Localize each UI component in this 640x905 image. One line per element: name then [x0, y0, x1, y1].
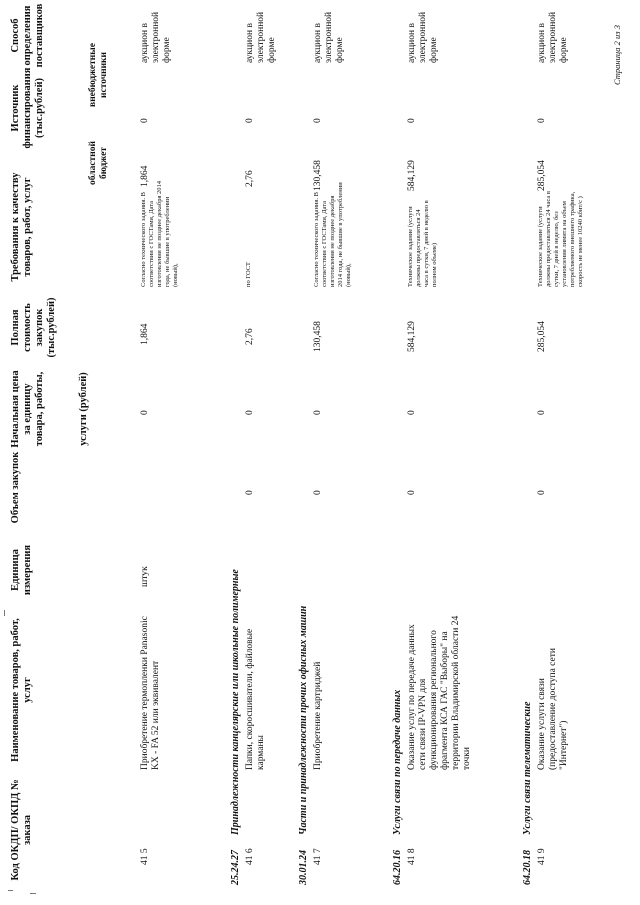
- row-total: 285,054: [537, 321, 547, 352]
- row-total: 2,76: [245, 328, 255, 345]
- section-code: 25.24.27: [230, 850, 241, 885]
- row-requirements: по ГОСТ: [245, 261, 252, 287]
- row-requirements: Согласно технического задания. В соответствии с ГОСТами, Дата изготовления не позднее декабря 2014 года, не бывшие в употреблении (новый),: [140, 180, 179, 287]
- row-price: 0: [407, 410, 417, 415]
- row-extra: 0: [407, 118, 417, 123]
- row-method: аукцион в электронной форме: [245, 11, 277, 63]
- row-total: 1,864: [140, 323, 150, 345]
- row-name: Оказание услуг по передаче данных сети связи IP-VPN для функционирования регионального фрагмента КСА ГАС "Выборы" на территории Владимирской области 24 точки: [407, 615, 472, 770]
- page-footer: Страница 2 из 3: [612, 25, 622, 85]
- row-price: 0: [537, 410, 547, 415]
- row-price: 0: [245, 410, 255, 415]
- row-volume: 0: [313, 490, 323, 495]
- row-method: аукцион в электронной форме: [407, 11, 439, 63]
- header-price-sub: услуги (рублей): [78, 372, 89, 446]
- row-extra: 0: [245, 118, 255, 123]
- row-number: 41 6: [245, 848, 255, 865]
- row-extra: 0: [140, 118, 150, 123]
- section-code: 64.20.16: [392, 850, 403, 885]
- section-code: 30.01.24: [298, 850, 309, 885]
- header-unit: Единица измерения: [10, 544, 33, 596]
- row-name: Оказание услуги связи (предоставление доступа сети "Интернет"): [537, 648, 569, 770]
- row-total: 584,129: [407, 321, 417, 352]
- scan-mark: [8, 890, 13, 891]
- row-regional: 2,76: [245, 170, 255, 187]
- header-name: Наименование товаров, работ, услуг: [10, 618, 33, 762]
- row-total: 130,458: [313, 321, 323, 352]
- row-regional: 130,458: [313, 160, 323, 191]
- header-requirements: Требования к качеству товаров, работ, услуг: [10, 172, 33, 282]
- row-regional: 1,864: [140, 165, 150, 187]
- row-price: 0: [140, 410, 150, 415]
- header-total: Полная стоимость закупок (тыс.рублей): [10, 297, 57, 358]
- row-volume: 0: [407, 490, 417, 495]
- row-number: 41 8: [407, 848, 417, 865]
- row-number: 41 9: [537, 848, 547, 865]
- section-name: Услуги связи телематические: [522, 701, 533, 835]
- row-method: аукцион в электронной форме: [313, 11, 345, 63]
- header-code: Код ОКДП/ ОКПД № заказа: [10, 779, 33, 881]
- row-name: Приобретение картриджей: [313, 661, 323, 770]
- header-source-extra: внебюджетные источники: [88, 43, 109, 107]
- row-extra: 0: [313, 118, 323, 123]
- row-number: 41 5: [140, 848, 150, 865]
- header-source-regional: областной бюджет: [88, 141, 109, 185]
- row-requirements: Согласно технического задания. В соответствии с ГОСТами, Дата изготовления не позднее декабря 2014 года, не бывшие в употреблении (новый),: [313, 182, 352, 287]
- scan-mark: [30, 893, 36, 894]
- row-method: аукцион в электронной форме: [140, 11, 172, 63]
- scan-mark: [4, 610, 5, 616]
- row-volume: 0: [537, 490, 547, 495]
- section-name: Части и принадлежности прочих офисных машин: [298, 605, 309, 835]
- section-name: Принадлежности канцелярские или школьные полимерные: [230, 569, 241, 835]
- row-name: Приобретение термопленки Panasonic KX - FA 52 или эквивалент: [140, 616, 161, 770]
- row-name: Папки, скоросшиватели, файловые карманы: [245, 628, 266, 770]
- header-method: Способ определения поставщиков: [10, 3, 45, 68]
- header-source: Источник финансирования (тыс.рублей): [10, 67, 45, 149]
- row-extra: 0: [537, 118, 547, 123]
- row-volume: 0: [245, 490, 255, 495]
- section-name: Услуги связи по передаче данных: [392, 689, 403, 835]
- row-unit: штук: [140, 566, 150, 587]
- row-price: 0: [313, 410, 323, 415]
- row-requirements: Техническое задание (услуги должны предоставляться 24 часа в сутки, 7 дней в неделю, без установления лимита на объем потребляемого внешнего трафика, скорость не менее 10240 кбит/с ): [537, 191, 584, 287]
- header-price: Начальная цена за единицу товара, работы,: [10, 370, 45, 448]
- header-volume: Объем закупок: [10, 451, 21, 524]
- row-method: аукцион в электронной форме: [537, 11, 569, 63]
- row-number: 41 7: [313, 848, 323, 865]
- row-requirements: Техническое задание (услуги должны предоставляться 24 часа в сутки, 7 дней в неделю в полном объеме): [407, 200, 438, 287]
- row-regional: 584,129: [407, 160, 417, 191]
- row-regional: 285,054: [537, 160, 547, 191]
- section-code: 64.20.18: [522, 850, 533, 885]
